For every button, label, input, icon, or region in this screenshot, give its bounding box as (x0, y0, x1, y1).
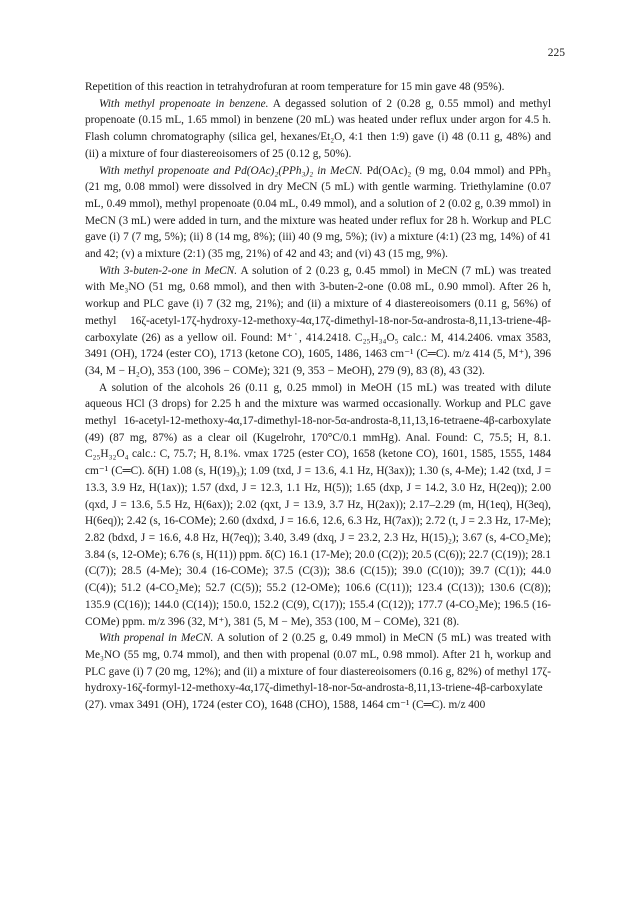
paragraph-repetition (85, 79, 551, 96)
paragraph-methyl-propenoate-benzene (85, 96, 551, 163)
paragraph-text: A degassed solution of 2 (0.28 g, 0.55 mmol) and methyl propenoate (0.15 mL, 1.65 mmol) in benzene (20 mL) was heated under reflux under argon for 4.5 h. Flash column chromatography (silica gel, hexanes/Et₂O, 4:1 then 1:9) gave (i) 48 (0.11 g, 48%) and (ii) a mixture of four diastereoisomers of 25 (0.12 g, 50%). (85, 97, 551, 160)
paragraph-text: Repetition of this reaction in tetrahydrofuran at room temperature for 15 min gave 48 (95%). (85, 81, 505, 93)
paragraph-text: A solution of the alcohols 26 (0.11 g, 0.25 mmol) in MeOH (15 mL) was treated with dilute aqueous HCl (3 drops) for 2.25 h and the mixture was warmed occasionally. Workup and PLC gave methyl 16-acetyl-12-methoxy-4α,17-dimethyl-18-nor-5α-androsta-8,11,13,16-tetraene-4β-carboxylate (49) (87 mg, 87%) as a clear oil (Kugelrohr, 170°C/0.1 mmHg). Anal. Found: C, 75.5; H, 8.1. C₂₅H₃₂O₄ calc.: C, 75.7; H, 8.1%. νmax 1725 (ester CO), 1658 (ketone CO), 1601, 1585, 1555, 1484 cm⁻¹ (C═C). δ(H) 1.08 (s, H(19)₃); 1.09 (txd, J = 13.6, 4.1 Hz, H(3ax)); 1.30 (s, 4-Me); 1.42 (txd, J = 13.3, 3.9 Hz, H(1ax)); 1.57 (dxd, J = 12.3, 1.1 Hz, H(5)); 1.65 (dxp, J = 14.2, 3.0 Hz, H(2eq)); 2.00 (qxd, J = 13.6, 5.5 Hz, H(6ax)); 2.02 (qxt, J = 13.9, 3.7 Hz, H(2ax)); 2.17–2.29 (m, H(1eq), H(3eq), H(6eq)); 2.42 (s, 16-COMe); 2.60 (dxdxd, J = 16.6, 12.6, 6.3 Hz, H(7ax)); 2.72 (t, J = 2.3 Hz, 17-Me); 2.82 (bdxd, J = 16.6, 4.8 Hz, H(7eq)); 3.40, 3.49 (dxq, J = 23.2, 2.3 Hz, H(15)₂); 3.67 (s, 4-CO₂Me); 3.84 (s, 12-OMe); 6.76 (s, H(11)) ppm. δ(C) 16.1 (17-Me); 20.0 (C(2)); 20.5 (C(6)); 22.7 (C(19)); 28.1 (C(7)); 28.5 (4-Me); 30.4 (16-COMe); 37.5 (C(3)); 38.6 (C(15)); 39.0 (C(10)); 39.7 (C(1)); 44.0 (C(4)); 51.2 (4-CO₂Me); 52.7 (C(5)); 55.2 (12-OMe); 106.6 (C(11)); 123.4 (C(13)); 130.6 (C(8)); 135.9 (C(16)); 144.0 (C(14)); 150.0, 152.2 (C(9), C(17)); 155.4 (C(12)); 177.7 (4-CO₂Me); 196.5 (16-COMe) ppm. m/z 396 (32, M⁺), 381 (5, M − Me), 353 (100, M − COMe), 321 (8). (85, 381, 551, 628)
paragraph-heading: With methyl propenoate in benzene. (99, 97, 269, 110)
paragraph-heading: With 3-buten-2-one in MeCN. (99, 264, 238, 277)
paragraph-heading: With methyl propenoate and Pd(OAc)₂(PPh₃)₂ in MeCN. (99, 164, 363, 177)
paragraph-heading: With propenal in MeCN. (99, 632, 214, 645)
paragraph-text: A solution of 2 (0.23 g, 0.45 mmol) in MeCN (7 mL) was treated with Me₃NO (51 mg, 0.68 mmol), and then with 3-buten-2-one (0.08 mL, 0.90 mmol). After 26 h, workup and PLC gave (i) 7 (32 mg, 21%); and (ii) a mixture of 4 diastereoisomers (0.11 g, 56%) of methyl 16ζ-acetyl-17ζ-hydroxy-12-methoxy-4α,17ζ-dimethyl-18-nor-5α-androsta-8,11,13-triene-4β-carboxylate (26) as a yellow oil. Found: M⁺˙, 414.2418. C₂₅H₃₄O₅ calc.: M, 414.2406. νmax 3583, 3491 (OH), 1724 (ester CO), 1713 (ketone CO), 1605, 1486, 1463 cm⁻¹ (C═C). m/z 414 (5, M⁺), 396 (34, M − H₂O), 353 (100, 396 − COMe); 321 (9, 353 − MeOH), 279 (9), 83 (8), 43 (32). (85, 264, 551, 377)
paragraph-alcohols-26 (85, 380, 551, 631)
body-text (85, 79, 551, 714)
paragraph-propenal (85, 630, 551, 714)
paragraph-text: Pd(OAc)₂ (9 mg, 0.04 mmol) and PPh₃ (21 mg, 0.08 mmol) were dissolved in dry MeCN (5 mL) with gentle warming. Triethylamine (0.07 mL, 0.49 mmol), methyl propenoate (0.04 mL, 0.49 mmol), and a solution of 2 (0.02 g, 0.39 mmol) in MeCN (3 mL) were added in turn, and the mixture was heated under reflux for 28 h. Workup and PLC gave (i) 7 (7 mg, 5%); (ii) 8 (14 mg, 8%); (iii) 40 (9 mg, 5%); (iv) a mixture (4:1) (23 mg, 14%) of 41 and 42; (v) a mixture (2:1) (35 mg, 21%) of 42 and 43; and (vi) 43 (15 mg, 9%). (85, 164, 551, 261)
paragraph-butenone (85, 263, 551, 380)
paragraph-text: A solution of 2 (0.25 g, 0.49 mmol) in MeCN (5 mL) was treated with Me₃NO (55 mg, 0.74 mmol), and then with propenal (0.07 mL, 0.98 mmol). After 21 h, workup and PLC gave (i) 7 (20 mg, 12%); and (ii) a mixture of four diastereoisomers (0.16 g, 82%) of methyl 17ζ-hydroxy-16ζ-formyl-12-methoxy-4α,17ζ-dimethyl-18-nor-5α-androsta-8,11,13-triene-4β-carboxylate (27). νmax 3491 (OH), 1724 (ester CO), 1648 (CHO), 1588, 1464 cm⁻¹ (C═C). m/z 400 (85, 632, 552, 712)
page-number: 225 (547, 47, 565, 59)
paragraph-methyl-propenoate-pd (85, 163, 551, 263)
